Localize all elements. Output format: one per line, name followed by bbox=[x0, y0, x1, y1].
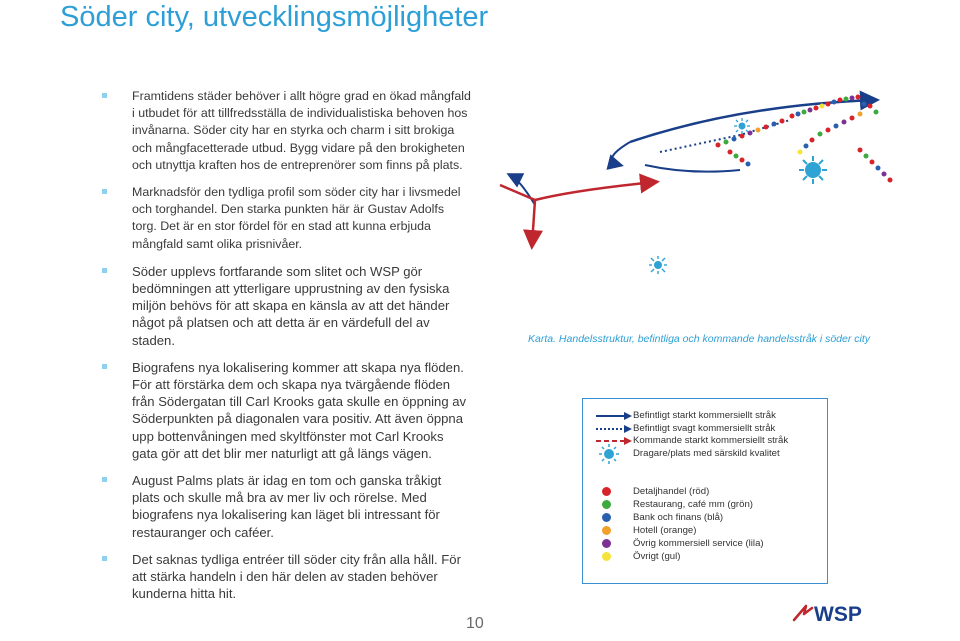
commerce-map bbox=[480, 90, 900, 310]
legend-label: Kommande starkt kommersiellt stråk bbox=[633, 435, 789, 446]
bullet-text: Framtidens städer behöver i allt högre grad en ökad mångfald i utbudet för att tillfredsställa de individualistiska behoven hos invånarna. Söder city har en styrka och charm i sitt brokiga och mångfacetterade utbud. Bygg vidare på den brokigheten och utnyttja kraften hos de entreprenörer som finns på plats. bbox=[132, 89, 471, 172]
wsp-logo-text: WSP bbox=[814, 603, 862, 626]
dotted-arrow-icon bbox=[595, 424, 633, 434]
yellow-dot-icon bbox=[602, 552, 611, 561]
bullet-marker bbox=[102, 268, 107, 273]
star-burst-icon bbox=[799, 156, 827, 184]
bullet-marker bbox=[102, 364, 107, 369]
bullet-item bbox=[100, 263, 472, 349]
solid-arrow-icon bbox=[595, 411, 633, 421]
star-burst-icon bbox=[598, 443, 620, 465]
orange-dot-icon bbox=[602, 526, 611, 535]
strong-street bbox=[645, 165, 740, 172]
red-dot-icon bbox=[602, 487, 611, 496]
legend-label: Restaurang, café mm (grön) bbox=[633, 499, 753, 510]
strong-street bbox=[630, 100, 875, 142]
page-number: 10 bbox=[466, 615, 484, 632]
green-dot-icon bbox=[602, 500, 611, 509]
upcoming-street bbox=[532, 200, 535, 245]
bullet-marker bbox=[102, 556, 107, 561]
map-legend bbox=[582, 398, 828, 584]
blue-dot-icon bbox=[602, 513, 611, 522]
bullet-item bbox=[100, 472, 472, 541]
wsp-logo bbox=[790, 598, 882, 628]
legend-label: Befintligt starkt kommersiellt stråk bbox=[633, 410, 776, 421]
bullet-item bbox=[100, 88, 472, 174]
bullet-text: Marknadsför den tydliga profil som söder city har i livsmedel och torghandel. Den starka punkten här är Gustav Adolfs torg. Det är en stor fördel för en stad att kunna erbjuda mångfald samt olika prisnivåer. bbox=[132, 185, 461, 251]
bullet-text: Det saknas tydliga entréer till söder city från alla håll. För att stärka handeln i den här delen av staden behöver kunderna hitta hit. bbox=[132, 551, 461, 602]
bullet-marker bbox=[102, 477, 107, 482]
bullet-marker bbox=[102, 189, 107, 194]
legend-label: Detaljhandel (röd) bbox=[633, 486, 710, 497]
bullet-list bbox=[100, 88, 472, 612]
purple-dot-icon bbox=[602, 539, 611, 548]
bullet-item bbox=[100, 184, 472, 253]
upcoming-street bbox=[535, 182, 655, 200]
legend-label: Bank och finans (blå) bbox=[633, 512, 724, 523]
legend-label: Övrig kommersiell service (lila) bbox=[633, 538, 764, 549]
page-title: Söder city, utvecklingsmöjligheter bbox=[60, 1, 489, 33]
bullet-item bbox=[100, 551, 472, 603]
bullet-text: August Palms plats är idag en tom och ganska tråkigt plats och skulle må bra av mer liv och rörelse. Med biografens nya lokalisering kan läget bli intressant för restauranger och caféer. bbox=[132, 473, 442, 540]
bullet-text: Söder upplevs fortfarande som slitet och WSP gör bedömningen att ytterligare upprustning av den fysiska miljön behövs för att skapa en känsla av att det händer något på platsen och att detta är en värdefull del av staden. bbox=[132, 263, 450, 348]
legend-label: Dragare/plats med särskild kvalitet bbox=[633, 448, 780, 459]
star-burst-icon bbox=[649, 256, 667, 274]
weak-street bbox=[660, 120, 790, 152]
upcoming-street bbox=[500, 185, 535, 200]
bullet-item bbox=[100, 359, 472, 462]
legend-label: Hotell (orange) bbox=[633, 525, 697, 536]
legend-label: Befintligt svagt kommersiellt stråk bbox=[633, 423, 776, 434]
legend-label: Övrigt (gul) bbox=[633, 551, 681, 562]
bullet-text: Biografens nya lokalisering kommer att skapa nya flöden. För att förstärka dem och skapa nya tvärgående flöden från Södergatan till Carl Krooks gata skulle en öppning av Söderpunkten på diagonalen vara positiv. Att även öppna upp bottenvåningen med skyltfönster mot Carl Krooks gata gör att det blir mer naturligt att gå längs vägen. bbox=[132, 359, 467, 461]
bullet-marker bbox=[102, 93, 107, 98]
star-burst-icon bbox=[734, 118, 750, 134]
strong-street bbox=[612, 142, 630, 165]
map-caption: Karta. Handelsstruktur, befintliga och kommande handelsstråk i söder city bbox=[528, 333, 871, 345]
